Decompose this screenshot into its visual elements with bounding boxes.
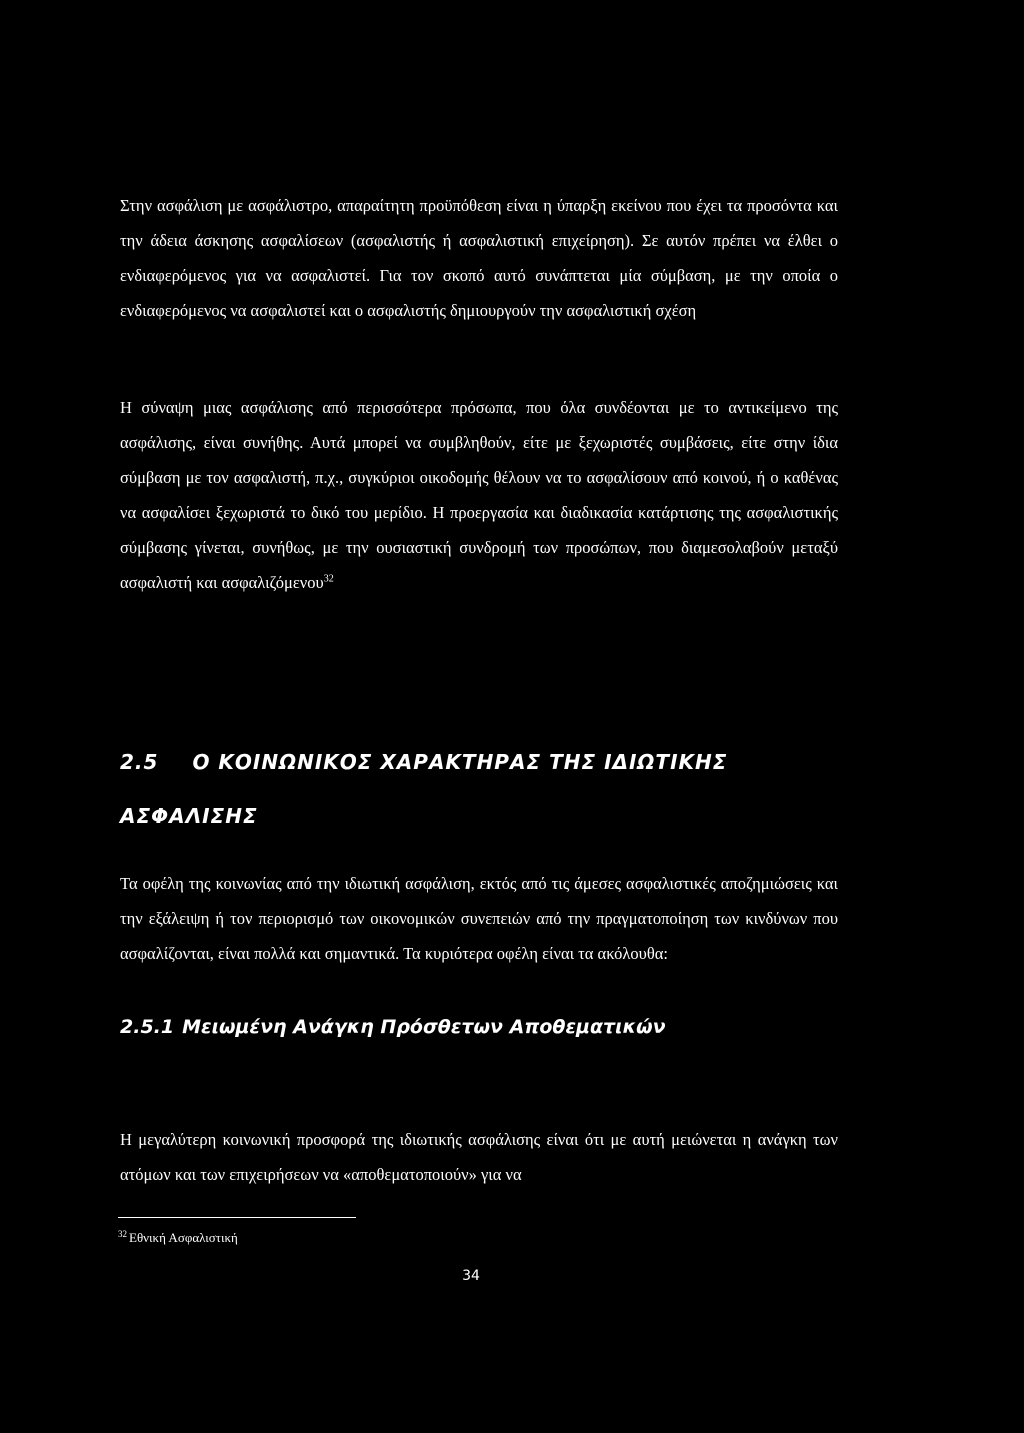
footnote-divider (118, 1217, 356, 1218)
footnote-marker: 32 (118, 1228, 127, 1239)
section-title-line-2: ΑΣΦΑΛΙΣΗΣ (120, 804, 258, 828)
paragraph-text: Τα οφέλη της κοινωνίας από την ιδιωτική ασφάλιση, εκτός από τις άμεσες ασφαλιστικές αποζημιώσεις και την εξάλειψη ή τον περιορισμό των οικονομικών συνεπειών από την πραγματοποίηση των κινδύνων που ασφαλίζονται, είναι πολλά και σημαντικά. Τα κυριότερα οφέλη είναι τα ακόλουθα: (120, 874, 838, 963)
footnote-reference[interactable]: 32 (323, 573, 334, 585)
paragraph-text: Η σύναψη μιας ασφάλισης από περισσότερα πρόσωπα, που όλα συνδέονται με το αντικείμενο της ασφάλισης, είναι συνήθης. Αυτά μπορεί να συμβληθούν, είτε με ξεχωριστές συμβάσεις, είτε στην ίδια σύμβαση με τον ασφαλιστή, π.χ., συγκύριοι οικοδομής θέλουν να το ασφαλίσουν από κοινού, ή ο καθένας να ασφαλίσει ξεχωριστά το δικό του μερίδιο. Η προεργασία και διαδικασία κατάρτισης της ασφαλιστικής σύμβασης γίνεται, συνήθως, με την ουσιαστική συνδρομή των προσώπων, που διαμεσολαβούν μεταξύ ασφαλιστή και ασφαλιζόμενου (120, 398, 838, 592)
paragraph-text: Η μεγαλύτερη κοινωνική προσφορά της ιδιωτικής ασφάλισης είναι ότι με αυτή μειώνεται η ανάγκη των ατόμων και των επιχειρήσεων να «αποθεματοποιούν» για να (120, 1130, 838, 1184)
section-heading (120, 742, 860, 836)
body-paragraph-1 (120, 188, 838, 328)
footnote-text: Εθνική Ασφαλιστική (129, 1230, 238, 1245)
body-paragraph-4 (120, 1122, 838, 1192)
footnote (118, 1230, 238, 1246)
body-paragraph-2 (120, 390, 838, 600)
section-number: 2.5 (120, 750, 159, 774)
subsection-heading (120, 1016, 860, 1038)
section-title-line-1: Ο ΚΟΙΝΩΝΙΚΟΣ ΧΑΡΑΚΤΗΡΑΣ ΤΗΣ ΙΔΙΩΤΙΚΗΣ (192, 750, 728, 774)
paragraph-text: Στην ασφάλιση με ασφάλιστρο, απαραίτητη προϋπόθεση είναι η ύπαρξη εκείνου που έχει τα προσόντα και την άδεια άσκησης ασφαλίσεων (ασφαλιστής ή ασφαλιστική επιχείρηση). Σε αυτόν πρέπει να έλθει ο ενδιαφερόμενος για να ασφαλιστεί. Για τον σκοπό αυτό συνάπτεται μία σύμβαση, με την οποία ο ενδιαφερόμενος να ασφαλιστεί και ο ασφαλιστής δημιουργούν την ασφαλιστική σχέση (120, 196, 838, 320)
subsection-title: Μειωμένη Ανάγκη Πρόσθετων Αποθεματικών (182, 1016, 666, 1038)
body-paragraph-3 (120, 866, 838, 971)
subsection-number: 2.5.1 (120, 1016, 175, 1038)
page-number: 34 (462, 1268, 480, 1284)
